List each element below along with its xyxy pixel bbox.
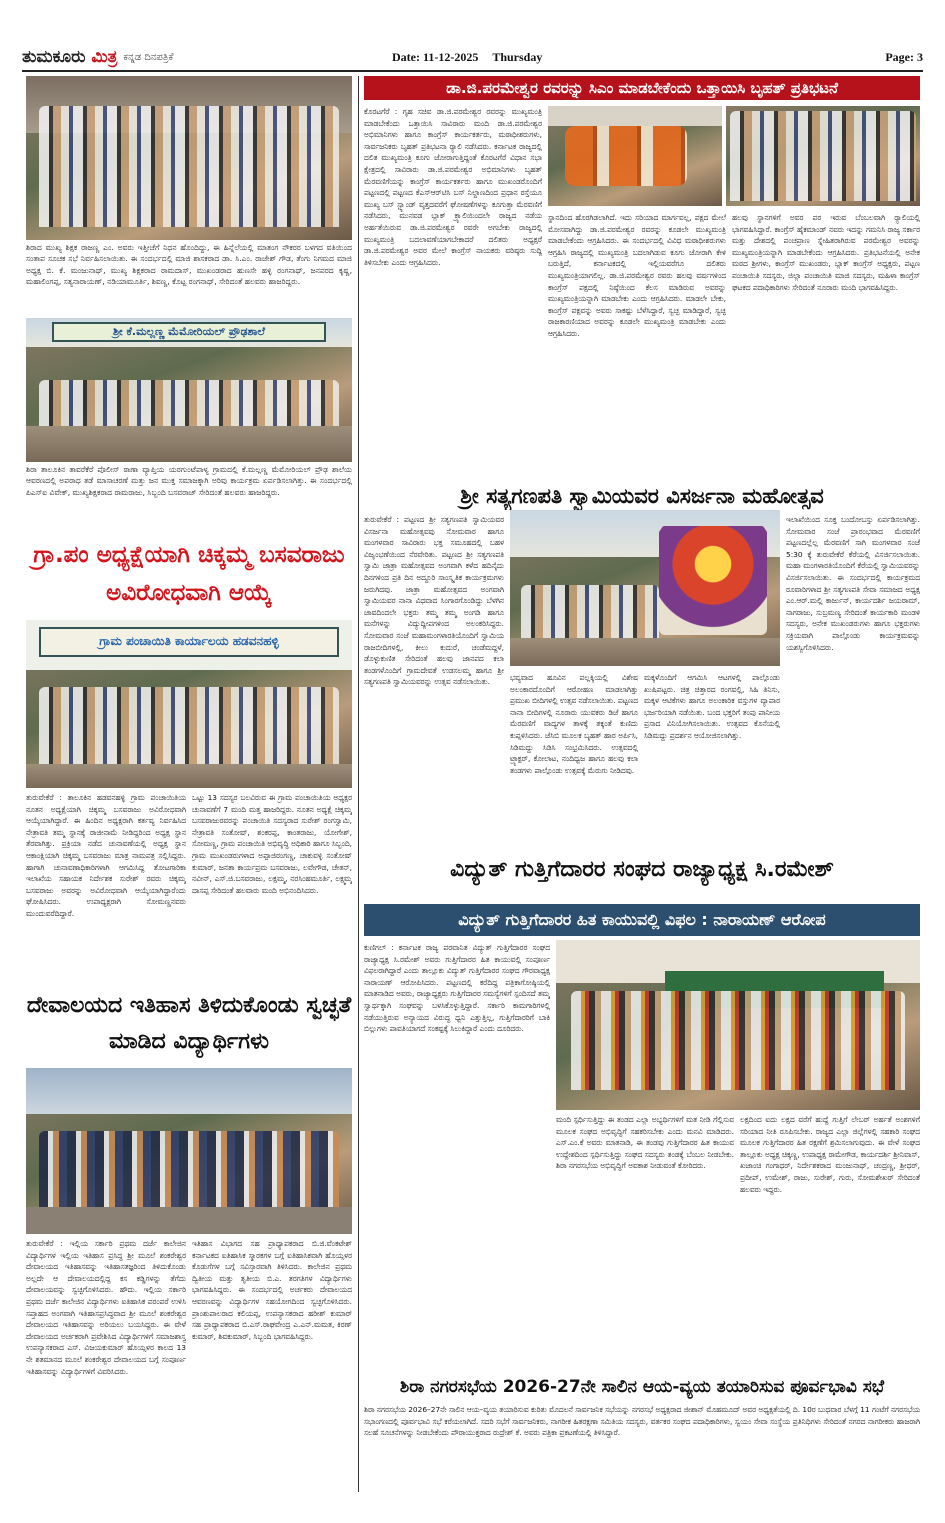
temple-cleaning-headline: ದೇವಾಲಯದ ಇತಿಹಾಸ ತಿಳಿದುಕೊಂಡು ಸ್ವಚ್ಛತೆ ಮಾಡಿದ ವಿದ್ಯಾರ್ಥಿಗಳು: [26, 993, 352, 1054]
electrical-contractors-headline: ವಿದ್ಯುತ್ ಗುತ್ತಿಗೆದಾರರ ಸಂಘದ ರಾಜ್ಯಾಧ್ಯಕ್ಷ ಸಿ.ರಮೇಶ್: [450, 857, 834, 882]
rally-crowd-photo: [726, 106, 920, 206]
students-temple-photo: [26, 1068, 352, 1234]
cm-protest-headline: ಡಾ.ಜಿ.ಪರಮೇಶ್ವರ ರವರನ್ನು ಸಿಎಂ ಮಾಡಬೇಕೆಂದು ಒತ್ತಾಯಿಸಿ ಬೃಹತ್ ಪ್ರತಿಭಟನೆ: [364, 76, 920, 100]
ganapathi-col4: ಇಲಾಖೆಯಿಂದ ಸೂಕ್ತ ಬಂದೋಬಸ್ತು ಏರ್ಪಡಿಸಲಾಗಿತ್ತು. ಸೋಮವಾರ ಸಂಜೆ ಪ್ರಾರಂಭವಾದ ಮೆರವಣಿಗೆ ಪಟ್ಟಣದಲ್ಲೆಲ್ಲ ಮೆರವಣಿಗೆ ಸಾಗಿ ಮಂಗಳವಾರ ಸಂಜೆ 5:30 ಕ್ಕೆ ತುರುವೇಕೆರೆ ಕೆರೆಯಲ್ಲಿ ವಿಸರ್ಜಿಸಲಾಯಿತು. ಮಹಾ ಮಂಗಳಾರತಿಯೊಂದಿಗೆ ಕೆರೆಯಲ್ಲಿ ಸ್ವಾಮಿಯವರನ್ನು ವಿಸರ್ಜಿಸಲಾಯಿತು. ಈ ಸಂದರ್ಭದಲ್ಲಿ ಕಾರ್ಯಕ್ರಮದ ರೂವಾರಿಗಳಾದ ಶ್ರೀ ಸತ್ಯಗಣಪತಿ ಸೇವಾ ಸಮಾಜದ ಅಧ್ಯಕ್ಷ ಎಂ.ಆರ್.ಮಲ್ಲಿ ಕಾರ್ಜುನ್, ಕಾರ್ಯದರ್ಶಿ ಜಯರಾಮ್, ನಾಗರಾಜು, ಸುಬ್ರಮಣ್ಯ ಸೇರಿದಂತೆ ಕಾರ್ಯಕಾರಿ ಮಂಡಳಿ ಸದಸ್ಯರು, ಅನೇಕ ಮುಖಂಡರುಗಳು ಹಾಗೂ ಭಕ್ತರುಗಳು ಸಕ್ರಿಯವಾಗಿ ಪಾಲ್ಗೊಂಡು ಕಾರ್ಯಕ್ರಮವನ್ನು ಯಶಸ್ವಿಗೊಳಿಸಿದರು.: [786, 515, 920, 652]
gp-president-body-left: ತುರುವೇಕೆರೆ : ತಾಲೂಕಿನ ಹಡವನಹಳ್ಳಿ ಗ್ರಾಮ ಪಂಚಾಯಿತಿಯ ನೂತನ ಅಧ್ಯಕ್ಷೆಯಾಗಿ ಚಿಕ್ಕಮ್ಮ ಬಸವರಾಜು ಅವಿರೋಧವಾಗಿ ಆಯ್ಕೆಯಾಗಿದ್ದಾರೆ. ಈ ಹಿಂದಿನ ಅಧ್ಯಕ್ಷರಾಗಿ ಕರ್ತವ್ಯ ನಿರ್ವಹಿಸಿದ ನೇತ್ರಾವತಿ ತಮ್ಮ ಸ್ಥಾನಕ್ಕೆ ರಾಜೀನಾಮೆ ನೀಡಿದ್ದರಿಂದ ಅಧ್ಯಕ್ಷ ಸ್ಥಾನ ತೆರವಾಗಿತ್ತು. ಪ್ರಕ್ರಿಯಾ ನಡೆದ ಚುನಾವಣೆಯಲ್ಲಿ ಅಧ್ಯಕ್ಷ ಸ್ಥಾನ ಆಕಾಂಕ್ಷಿಯಾಗಿ ಚಿಕ್ಕಮ್ಮ ಬಸವರಾಜು ಮಾತ್ರ ನಾಮಪತ್ರ ಸಲ್ಲಿಸಿದ್ದರು. ಹಾಗಾಗಿ ಚುನಾವಣಾಧಿಕಾರಿಗಳಾಗಿ ಆಗಮಿಸಿದ್ದ ತೋಟಗಾರಿಕಾ ಇಲಾಖೆಯ ಸಹಾಯಕ ನಿರ್ದೇಶಕ ಸುರೇಶ್ ರವರು ಚಿಕ್ಕಮ್ಮ ಬಸವರಾಜು ಅವರನ್ನು ಅವಿರೋಧವಾಗಿ ಆಯ್ಕೆಯಾಗಿದ್ದಾರೆಂದು ಘೋಷಿಸಿದರು. ಉಪಾಧ್ಯಕ್ಷರಾಗಿ ಸೋಮಣ್ಣನವರು ಮುಂದುವರೆದಿದ್ದಾರೆ.: [26, 793, 186, 918]
page-number: Page: 3: [885, 49, 923, 64]
masthead: [22, 44, 923, 72]
column-divider: [358, 76, 359, 1492]
gp-office-photo: [26, 620, 352, 788]
cm-protest-col2: ಸ್ಥಾನದಿಂದ ಹೊರಗಿಡಲಾಗಿದೆ. ಇದು ಸರಿಯಾದ ಮಾರ್ಗವಲ್ಲ, ಪಕ್ಷದ ಮೇಲೆ ಮೋಸವಾಗಿದ್ದು ಡಾ.ಜಿ.ಪರಮೇಶ್ವರ ರವರನ್ನು ಕೂಡಲೇ ಮುಖ್ಯಮಂತ್ರಿ ಮಾಡಬೇಕೆಂದು ಆಗ್ರಹಿಸಿದರು. ಈ ಸಂದರ್ಭದಲ್ಲಿ ವಿವಿಧ ಮಠಾಧೀಶರುಗಳು ಆಗ್ರಹಿಸಿ ರಾಜ್ಯದಲ್ಲಿ ಮುಖ್ಯಮಂತ್ರಿ ಬದಲಾಗಿಡುವ ಕೂಗು ಜೋರಾಗಿ ಕೇಳಿ ಬರುತ್ತಿದೆ, ಕರ್ನಾಟಕದಲ್ಲಿ ಇಲ್ಲಿಯವರೆಗೂ ದಲಿತರು ಮುಖ್ಯಮಂತ್ರಿಯಾಗಲಿಲ್ಲ. ಡಾ.ಜಿ.ಪರಮೇಶ್ವರ ರವರು ಹಲವು ವರ್ಷಗಳಿಂದ ಕಾಂಗ್ರೆಸ್ ಪಕ್ಷದಲ್ಲಿ ನಿಷ್ಠೆಯಿಂದ ಕೆಲಸ ಮಾಡಿರುವ ಅವರನ್ನು ಮುಖ್ಯಮಂತ್ರಿಯನ್ನಾಗಿ ಮಾಡಬೇಕು ಎಂದು ಆಗ್ರಹಿಸಿದರು. ಮಾಡಲೇ ಬೇಕು, ಕಾಂಗ್ರೆಸ್ ಪಕ್ಷವನ್ನು ಅವರು ಸಾಕಷ್ಟು ಬೆಳೆಸಿದ್ದಾರೆ, ಸ್ವಚ್ಛ ಮಾಡಿದ್ದಾರೆ, ಸ್ವಚ್ಛ ರಾಜಕಾರಣಿಯಾದ ಅವರನ್ನು ಕೂಡಲೇ ಮುಖ್ಯಮಂತ್ರಿ ಮಾಡಬೇಕು ಎಂದು ಆಗ್ರಹಿಸಿದರು.: [548, 213, 726, 338]
electrical-contractors-col1: ಕುಣಿಗಲ್ : ಕರ್ನಾಟಕ ರಾಜ್ಯ ಪರವಾನಿತ ವಿದ್ಯುತ್ ಗುತ್ತಿಗೆದಾರರ ಸಂಘದ ರಾಜ್ಯಾಧ್ಯಕ್ಷ ಸಿ.ರಮೇಶ್ ಅವರು ಗುತ್ತಿಗೆದಾರರ ಹಿತ ಕಾಯುವಲ್ಲಿ ಸಂಪೂರ್ಣ ವಿಫಲರಾಗಿದ್ದಾರೆ ಎಂದು ತಾಲ್ಲೂಕು ವಿದ್ಯುತ್ ಗುತ್ತಿಗೆದಾರರ ಸಂಘದ ಗೌರವಾಧ್ಯಕ್ಷ ನಾರಾಯಣ್ ಆರೋಪಿಸಿದರು. ಪಟ್ಟಣದಲ್ಲಿ ಕರೆದಿದ್ದ ಪತ್ರಿಕಾಗೋಷ್ಠಿಯಲ್ಲಿ ಮಾತನಾಡಿದ ಅವರು, ರಾಜ್ಯಾಧ್ಯಕ್ಷರು ಗುತ್ತಿಗೆದಾರರ ಸಮಸ್ಯೆಗಳಿಗೆ ಸ್ಪಂದಿಸದೆ ತಮ್ಮ ಸ್ವಾರ್ಥಕ್ಕಾಗಿ ಸಂಘವನ್ನು ಬಳಸಿಕೊಳ್ಳುತ್ತಿದ್ದಾರೆ. ಸರ್ಕಾರಿ ಕಾಮಗಾರಿಗಳಲ್ಲಿ ನಡೆಯುತ್ತಿರುವ ಅನ್ಯಾಯದ ವಿರುದ್ಧ ಧ್ವನಿ ಎತ್ತುತ್ತಿಲ್ಲ, ಗುತ್ತಿಗೆದಾರರಿಗೆ ಬಾಕಿ ಬಿಲ್ಲುಗಳು ಪಾವತಿಯಾಗದೆ ಸಂಕಷ್ಟಕ್ಕೆ ಸಿಲುಕಿದ್ದಾರೆ ಎಂದು ದೂರಿದರು.: [364, 943, 550, 1034]
electrical-contractors-subhead: ವಿದ್ಯುತ್ ಗುತ್ತಿಗೆದಾರರ ಹಿತ ಕಾಯುವಲ್ಲಿ ವಿಫಲ : ನಾರಾಯಣ್ ಆರೋಪ: [364, 904, 920, 936]
budget-meeting-body: ಶಿರಾ ನಗರಸಭೆಯ 2026–27ನೇ ಸಾಲಿನ ಆಯ–ವ್ಯಯ ತಯಾರಿಸುವ ಕುರಿತು ಮೊದಲನೆ ಸಾರ್ವಜನಿಕ ಸಭೆಯನ್ನು ನಗರಸಭೆ ಅಧ್ಯಕ್ಷರಾದ ಜೀಶಾನ್ ಮೊಹಮೂದ್ ಅವರ ಅಧ್ಯಕ್ಷತೆಯಲ್ಲಿ ದಿ. 10ರ ಬುಧವಾರ ಬೆಳಗ್ಗೆ 11 ಗಂಟೆಗೆ ನಗರಸಭೆಯ ಸಭಾಂಗಣದಲ್ಲಿ ಪೂರ್ವಭಾವಿ ಸಭೆ ಕರೆಯಲಾಗಿದೆ. ಸದರಿ ಸಭೆಗೆ ಸಾರ್ವಜನಿಕರು, ನಾಗರೀಕ ಹಿತರಕ್ಷಣಾ ಸಮಿತಿಯ ಸದಸ್ಯರು, ವರ್ತಕರ ಸಂಘದ ಪದಾಧಿಕಾರಿಗಳು, ಸ್ವಯಂ ಸೇವಾ ಸಂಸ್ಥೆಯ ಪ್ರತಿನಿಧಿಗಳು ಸೇರಿದಂತೆ ನಗರದ ನಾಗರೀಕರು ಹಾಜರಾಗಿ ಸಲಹೆ ಸೂಚನೆಗಳನ್ನು ನೀಡಬೇಕೆಂದು ಪೌರಾಯುಕ್ತರಾದ ರುದ್ರೇಶ್ ಕೆ. ಅವರು ಪತ್ರಿಕಾ ಪ್ರಕಟಣೆಯಲ್ಲಿ ತಿಳಿಸಿದ್ದಾರೆ.: [364, 1405, 920, 1438]
condolence-caption: ಶಿರಾದ ಮುಖ್ಯ ಶಿಕ್ಷಕ ರಾಜಣ್ಣ ಎಂ. ಅವರು ಇತ್ತೀಚೆಗೆ ನಿಧನ ಹೊಂದಿದ್ದು, ಈ ಹಿನ್ನೆಲೆಯಲ್ಲಿ ಮಾತಂಗ ನೌಕರರ ಬಳಗದ ವತಿಯಿಂದ ಸಂತಾಪ ಸೂಚಕ ಸಭೆ ನಿರ್ವಹಿಸಲಾಯಿತು. ಈ ಸಂದರ್ಭದಲ್ಲಿ ಮಾಜಿ ಶಾಸಕರಾದ ಡಾ. ಸಿ.ಎಂ. ರಾಜೇಶ್ ಗೌಡ, ತೆಂಗು ನಿಗಮದ ಮಾಜಿ ಅಧ್ಯಕ್ಷ ಬಿ. ಕೆ. ಮಂಜುನಾಥ್, ಮುಖ್ಯ ಶಿಕ್ಷಕರಾದ ರಾಮದಾಸ್, ಮುಖಂಡರಾದ ಹುಣಸೇ ಹಳ್ಳಿ ರಂಗನಾಥ್, ಜನಪರದ ಕೃಷ್ಣ, ಮಹಾಲಿಂಗಪ್ಪ, ಸತ್ಯನಾರಾಯಣ್, ನಡಿಯಾಮೂರ್ತಿ, ಶಿವಣ್ಣ, ಕೊಟ್ಟ ರಂಗನಾಥ್, ಸೇರಿದಂತೆ ಹಲವರು ಹಾಜರಿದ್ದರು.: [26, 243, 352, 286]
school-awareness-photo: [26, 318, 352, 462]
seers-protest-photo: [548, 106, 722, 206]
weekday: Thursday: [492, 49, 543, 64]
budget-meeting-headline: ಶಿರಾ ನಗರಸಭೆಯ 2026-27ನೇ ಸಾಲಿನ ಆಯ-ವ್ಯಯ ತಯಾರಿಸುವ ಪೂರ್ವಭಾವಿ ಸಭೆ: [399, 1377, 885, 1397]
logo-part-b: ಮಿತ್ರ: [91, 47, 118, 67]
ganapathi-col1: ತುರುವೇಕೆರೆ : ಪಟ್ಟಣದ ಶ್ರೀ ಸತ್ಯಗಣಪತಿ ಸ್ವಾಮಿಯವರ ವಿಸರ್ಜನಾ ಮಹೋತ್ಸವವು ಸೋಮವಾರ ಹಾಗೂ ಮಂಗಳವಾರ ಸಾವಿರಾರು ಭಕ್ತ ಸಮೂಹದಲ್ಲಿ ಬಹಳ ವಿಜೃಂಭಣೆಯಿಂದ ನೆರವೇರಿತು. ಪಟ್ಟಣದ ಶ್ರೀ ಸತ್ಯಗಣಪತಿ ಸ್ವಾಮಿ ಜಾತ್ರಾ ಮಹೋತ್ಸವದ ಅಂಗವಾಗಿ ಕಳೆದ ಹದಿನೈದು ದಿನಗಳಿಂದ ಪ್ರತಿ ದಿನ ಅದ್ದೂರಿ ಸಾಂಸ್ಕೃತಿಕ ಕಾರ್ಯಕ್ರಮಗಳು ಜರುಗಿದವು. ಜಾತ್ರಾ ಮಹೋತ್ಸವದ ಅಂಗವಾಗಿ ಸ್ವಾಮಿಯವರ ನಾನಾ ವಿಧವಾದ ಸಿಂಗಾರಗೊಂಡಿದ್ದು ಬೆಳಗಿನ ಜಾವದಿಂದಲೇ ಭಕ್ತರು ತಮ್ಮ ತಮ್ಮ ಅಂಗಡಿ ಹಾಗೂ ಮನೆಗಳನ್ನು ವಿದ್ಯುದ್ದೀಪಗಳಿಂದ ಅಲಂಕರಿಸಿದ್ದರು. ಸೋಮವಾರ ಸಂಜೆ ಮಹಾಮಂಗಳಾರತಿಯೊಂದಿಗೆ ಸ್ವಾಮಿಯ ರಾಜಬೀದಿಗಳಲ್ಲಿ, ಕೀಲು ಕುದುರೆ, ಚಂಡೆಮದ್ದಳೆ, ಡೊಳ್ಳುಕುಣಿತ ಸೇರಿದಂತೆ ಹಲವು ಜಾನಪದ ಕಲಾ ತಂಡಗಳೊಂದಿಗೆ ಗ್ರಾಮದೇವತೆ ಉಡಸಲಮ್ಮ ಹಾಗೂ ಶ್ರೀ ಸತ್ಯಗಣಪತಿ ಸ್ವಾಮಿಯವರನ್ನು ಉತ್ಸವ ನಡೆಸಲಾಯಿತು.: [364, 515, 504, 687]
electrical-contractors-col3: ಲಕ್ಷದಿಂದ ಐದು ಲಕ್ಷದ ವರೆಗೆ ಹುದ್ದೆ ಗುತ್ತಿಗೆ ಲೇಬರ್ ಅರ್ಹತೆ ಅಂಶಗಳಿಗೆ ಸರಿಯಾದ ನೀತಿ ರೂಪಿಸಬೇಕು. ರಾಜ್ಯದ ಎಲ್ಲಾ ಜಿಲ್ಲೆಗಳಲ್ಲಿ ಸಹಕಾರಿ ಸಂಘದ ಮೂಲಕ ಗುತ್ತಿಗೆದಾರರ ಹಿತ ರಕ್ಷಣೆಗೆ ಶ್ರಮಿಸಲಾಗುವುದು. ಈ ವೇಳೆ ಸಂಘದ ತಾಲ್ಲೂಕು ಅಧ್ಯಕ್ಷ ಚಿಕ್ಕಣ್ಣ, ಉಪಾಧ್ಯಕ್ಷ ರಾಮೇಗೌಡ, ಕಾರ್ಯದರ್ಶಿ ಶ್ರೀನಿವಾಸ್, ಖಜಾಂಚಿ ಗಂಗಾಧರ್, ನಿರ್ದೇಶಕರಾದ ಮಂಜುನಾಥ್, ಚಂದ್ರಣ್ಣ, ಶ್ರೀಧರ್, ಪ್ರದೀಪ್, ಉಮೇಶ್, ರಾಜು, ಸುರೇಶ್, ಗುರು, ಸೋಮಶೇಖರ್ ಸೇರಿದಂತೆ ಹಲವರು ಇದ್ದರು.: [740, 1115, 920, 1194]
ganapathi-headline: ಶ್ರೀ ಸತ್ಯಗಣಪತಿ ಸ್ವಾಮಿಯವರ ವಿಸರ್ಜನಾ ಮಹೋತ್ಸವ: [460, 484, 824, 508]
temple-cleaning-body-left: ತುರುವೇಕೆರೆ : ಇಲ್ಲಿಯ ಸರ್ಕಾರಿ ಪ್ರಥಮ ದರ್ಜೆ ಕಾಲೇಜಿನ ವಿದ್ಯಾರ್ಥಿಗಳ ಇಲ್ಲಿಯ ಇತಿಹಾಸ ಪ್ರಸಿದ್ಧ ಶ್ರೀ ಮೂಲೆ ಶಂಕರೇಶ್ವರ ದೇವಾಲಯದ ಇತಿಹಾಸವನ್ನು ಇತಿಹಾಸತಜ್ಞರಿಂದ ತಿಳಿದುಕೊಂಡು ಅಲ್ಲದೇ ಆ ದೇವಾಲಯದಲ್ಲಿದ್ದ ಕಸ ಕಡ್ಡಿಗಳನ್ನು ತೆಗೆದು ದೇವಾಲಯವನ್ನು ಸ್ವಚ್ಛಗೊಳಿಸಿದರು. ಹೌದು. ಇಲ್ಲಿಯ ಸರ್ಕಾರಿ ಪ್ರಥಮ ದರ್ಜೆ ಕಾಲೇಜಿನ ವಿದ್ಯಾರ್ಥಿಗಳು ಐತಿಹಾಸಿಕ ಪರಂಪರೆ ಉಳಿಸಿ ಸಪ್ತಾಹದ ಅಂಗವಾಗಿ ಇತಿಹಾಸಪ್ರಸಿದ್ಧವಾದ ಶ್ರೀ ಮೂಲೆ ಶಂಕರೇಶ್ವರ ದೇವಾಲಯದ ಇತಿಹಾಸವನ್ನು ಅರಿಯಲು ಬಯಸಿದ್ದರು. ಈ ವೇಳೆ ದೇವಾಲಯದ ಅರ್ಚಕರಾಗಿ ಪ್ರವೇಶಿಸಿದ ವಿದ್ಯಾರ್ಥಿಗಳಿಗೆ ಸಮಾಜಶಾಸ್ತ್ರ ಉಪನ್ಯಾಸಕರಾದ ಎಸ್. ವಿಜಯಕುಮಾರ್ ಹೊಯ್ಸಳರ ಕಾಲದ 13 ನೇ ಶತಮಾನದ ಮೂಲೆ ಶಂಕರೇಶ್ವರ ದೇವಾಲಯದ ಬಗ್ಗೆ ಸಂಪೂರ್ಣ ಇತಿಹಾಸವನ್ನು ವಿದ್ಯಾರ್ಥಿಗಳಿಗೆ ವಿವರಿಸಿದರು.: [26, 1239, 186, 1376]
school-awareness-caption: ಶಿರಾ ತಾಲೂಕಿನ ತಾವರೆಕೆರೆ ಪೊಲೀಸ್ ಠಾಣಾ ವ್ಯಾಪ್ತಿಯ ಯರಗುಂಟೆಪಾಳ್ಯ ಗ್ರಾಮದಲ್ಲಿ ಕೆ.ಮಲ್ಲಣ್ಣ ಮೆಮೋರಿಯಲ್ ಪ್ರೌಢ ಶಾಲೆಯ ಆವರಣದಲ್ಲಿ ಅಪರಾಧ ತಡೆ ಮಾಸಾಚರಣೆ ಮತ್ತು ಜನ ಮುಕ್ತ ಸಮಾಜಕ್ಕಾಗಿ ಅರಿವು ಕಾರ್ಯಕ್ರಮ ಏರ್ಪಡಿಸಲಾಗಿತ್ತು. ಈ ಸಂದರ್ಭದಲ್ಲಿ ಪಿಎಸ್‌ಐ ವಿವೇಕ್, ಮುಖ್ಯಶಿಕ್ಷಕರಾದ ರಾಮರಾಜು, ಸಿಬ್ಬಂದಿ ಬಸವರಾಜ್ ಸೇರಿದಂತೆ ಹಲವರು ಹಾಜರಿದ್ದರು.: [26, 465, 352, 497]
gp-president-headline: ಗ್ರಾ.ಪಂ ಅಧ್ಯಕ್ಷೆಯಾಗಿ ಚಿಕ್ಕಮ್ಮ ಬಸವರಾಜು ಅವಿರೋಧವಾಗಿ ಆಯ್ಕೆ: [33, 542, 345, 606]
electrical-contractors-col2: ಮಂದಿ ಸ್ಪರ್ಧಿಸುತ್ತಿದ್ದು ಈ ತಂಡದ ಎಲ್ಲಾ ಅಭ್ಯರ್ಥಿಗಳಿಗೆ ಮತ ನೀಡಿ ಗೆಲ್ಲಿಸುವ ಮೂಲಕ ಸಂಘದ ಅಭಿವೃದ್ಧಿಗೆ ಸಹಕರಿಸಬೇಕು ಎಂದು ಮನವಿ ಮಾಡಿದರು. ಎಸ್.ಎಂ.ಕೆ ಅವರು ಮಾತನಾಡಿ, ಈ ತಂಡವು ಗುತ್ತಿಗೆದಾರರ ಹಿತ ಕಾಯುವ ಉದ್ದೇಶದಿಂದ ಸ್ಪರ್ಧಿಸುತ್ತಿದ್ದು ಸಂಘದ ಸದಸ್ಯರು ತಂಡಕ್ಕೆ ಬೆಂಬಲ ನೀಡಬೇಕು. ಶಿರಾ ನಗರಸಭೆಯ ಅಭಿವೃದ್ಧಿಗೆ ಅವಕಾಶ ನೀಡುವಂತೆ ಕೋರಿದರು.: [556, 1115, 734, 1171]
ganapathi-col2: ಭವ್ಯವಾದ ಹೂವಿನ ಪಲ್ಲಕ್ಕಿಯಲ್ಲಿ ವಿಶೇಷ ಅಲಂಕಾರದೊಂದಿಗೆ ಆರೋಹಣ ಮಾಡಲಾಗಿತ್ತು ಪ್ರಮುಖ ಬೀದಿಗಳಲ್ಲಿ ಉತ್ಸವ ನಡೆಸಲಾಯಿತು. ಪಟ್ಟಣದ ನಾನಾ ಬೀದಿಗಳಲ್ಲಿ ನೂರಾರು ಯುವಕರು ಡಿಜೆ ಹಾಗೂ ಮೆರವಣಿಗೆ ವಾದ್ಯಗಳ ತಾಳಕ್ಕೆ ತಕ್ಕಂತೆ ಕುಣಿದು ಕುಪ್ಪಳಿಸಿದರು. ಜೆಸಿಬಿ ಮೂಲಕ ಬೃಹತ್ ಹಾರ ಅರ್ಪಿಸಿ, ಸಿಡಿಮದ್ದು ಸಿಡಿಸಿ ಸಂಭ್ರಮಿಸಿದರು. ಉತ್ಸವದಲ್ಲಿ ಟ್ರ್ಯಾಕ್ಟರ್, ಕೋಲಾಟ, ನಂದಿಧ್ವಜ ಹಾಗೂ ಹಲವು ಕಲಾ ತಂಡಗಳು ಪಾಲ್ಗೊಂಡು ಉತ್ಸವಕ್ಕೆ ಮೆರುಗು ನೀಡಿದವು.: [510, 673, 638, 775]
school-signboard: ಶ್ರೀ ಕೆ.ಮಲ್ಲಣ್ಣ ಮೆಮೋರಿಯಲ್ ಪ್ರೌಢಶಾಲೆ: [52, 322, 326, 342]
gp-office-signboard: ಗ್ರಾಮ ಪಂಚಾಯಿತಿ ಕಾರ್ಯಾಲಯ ಹಡವನಹಳ್ಳಿ: [39, 627, 339, 657]
contractors-meeting-photo: [556, 940, 920, 1110]
date-text: Date: 11-12-2025: [392, 49, 479, 64]
temple-cleaning-body-right: ಇತಿಹಾಸ ವಿಭಾಗದ ಸಹ ಪ್ರಾಧ್ಯಾಪಕರಾದ ಬಿ.ಜಿ.ವೆಂಕಟೇಶ್ ಕರ್ನಾಟಕದ ಐತಿಹಾಸಿಕ ಸ್ಮಾರಕಗಳ ಬಗ್ಗೆ ಐತಿಹಾಸಿಕವಾಗಿ ಹೊಯ್ಸಳರ ಕೊಡುಗೆಗಳ ಬಗ್ಗೆ ಸವಿಸ್ತಾರವಾಗಿ ತಿಳಿಸಿದರು. ಕಾಲೇಜಿನ ಪ್ರಥಮ ದ್ವಿತೀಯ ಮತ್ತು ತೃತೀಯ ಬಿ.ಎ. ತರಗತಿಗಳ ವಿದ್ಯಾರ್ಥಿಗಳು ಭಾಗವಹಿಸಿದ್ದರು. ಈ ಸಂದರ್ಭದಲ್ಲಿ ಅರ್ಚಕರು ದೇವಾಲಯದ ಆವರಣವನ್ನು ವಿದ್ಯಾರ್ಥಿಗಳ ಸಹಯೋಗದಿಂದ ಸ್ವಚ್ಛಗೊಳಿಸಿದರು. ಪ್ರಾಂಶುಪಾಲರಾದ ಕಲಿಯಪ್ಪ, ಉಪನ್ಯಾಸಕರಾದ ಹರೀಶ್ ಕುಮಾರ್ ಸಹ ಪ್ರಾಧ್ಯಾಪಕರಾದ ಬಿ.ಎಸ್.ರಾಘವೇಂದ್ರ ಎ.ಎನ್.ಮಮತ, ಕಿರಣ್ ಕುಮಾರ್, ಶಿವಕುಮಾರ್, ಸಿಬ್ಬಂದಿ ಭಾಗವಹಿಸಿದ್ದರು.: [192, 1239, 352, 1341]
newspaper-logo: [22, 47, 117, 67]
logo-part-a: ತುಮಕೂರು: [22, 47, 86, 67]
ganapathi-procession-photo: [510, 510, 780, 666]
gp-president-body-right: ಒಟ್ಟು 13 ಸದಸ್ಯರ ಬಲವಿರುವ ಈ ಗ್ರಾಮ ಪಂಚಾಯಿತಿಯ ಅಧ್ಯಕ್ಷರ ಚುನಾವಣೆಗೆ 7 ಮಂದಿ ಮತ್ತ ಹಾಜರಿದ್ದರು. ನೂತನ ಅಧ್ಯಕ್ಷೆ ಚಿಕ್ಕಮ್ಮ ಬಸವರಾಜುರವರನ್ನು ಪಂಚಾಯಿತಿ ಸದಸ್ಯರಾದ ಸುರೇಶ್ ರಂಗಸ್ವಾಮಿ, ನೇತ್ರಾವತಿ ಸಂತೋಷ್, ಶಂಕರಪ್ಪ, ಕಾಂತರಾಜು, ಯೋಗೇಶ್, ಸೋಮಣ್ಣ, ಗ್ರಾಮ ಪಂಚಾಯಿತಿ ಅಭಿವೃದ್ಧಿ ಅಧಿಕಾರಿ ಹಾಗೂ ಸಿಬ್ಬಂದಿ, ಗ್ರಾಮ ಮುಖಂಡರುಗಳಾದ ಅಪ್ಪಾಜಿರಂಗಣ್ಣ, ಚಾಕುವಳ್ಳಿ ಸಂತೋಷ್ ಕುಮಾರ್, ಜನತಾ ಕಾರ್ಯಪ್ರಮ ಬಸವರಾಜು, ಲವೇಗೌಡ, ಚೇತನ್, ನವೀನ್, ಎಸ್.ಜಿ.ಬಸವರಾಜು, ಲಕ್ಷಮ್ಮ, ನರಸಿಂಹಮೂರ್ತಿ, ಲಕ್ಷ್ಮಮ್ಮ ದಾಸಪ್ಪ ಸೇರಿದಂತೆ ಹಲವಾರು ಮಂದಿ ಅಭಿನಂದಿಸಿದರು.: [192, 793, 352, 895]
ganapathi-col3: ಮಕ್ಕಳೊಂದಿಗೆ ಆಗಮಿಸಿ ಆಟಗಳಲ್ಲಿ ಪಾಲ್ಗೊಂಡು ಖುಷಿಪಟ್ಟರು. ಚಿತ್ರ ಚಿತ್ತಾರದ ರಂಗವಲ್ಲಿ, ಸಿಹಿ ತಿನಿಸು, ಮಕ್ಕಳ ಆಟಿಕೆಗಳು ಹಾಗೂ ಅಲಂಕಾರಿಕ ವಸ್ತುಗಳ ವ್ಯಾಪಾರ ಭರ್ಜರಿಯಾಗಿ ನಡೆಯಿತು. ಬಂದ ಭಕ್ತರಿಗೆ ತಂಪು ಪಾನೀಯ ಪ್ರಸಾದ ವಿನಿಯೋಗಿಸಲಾಯಿತು. ಉತ್ಸವದ ಕೊನೆಯಲ್ಲಿ ಸಿಡಿಮದ್ದು ಪ್ರದರ್ಶನ ಆಯೋಜಿಸಲಾಗಿತ್ತು.: [644, 673, 780, 740]
newspaper-subtitle: ಕನ್ನಡ ದಿನಪತ್ರಿಕೆ: [123, 51, 174, 63]
condolence-photo: [26, 76, 352, 240]
issue-date: [392, 50, 542, 65]
cm-protest-col3: ಹಲವು ಸ್ಥಾನಗಳಿಗೆ ಅವರ ಪರ ಇರುವ ಬೆಂಬಲವಾಗಿ ರ್‍ಯಾಲಿಯಲ್ಲಿ ಭಾಗವಹಿಸಿದ್ದಾರೆ. ಕಾಂಗ್ರೆಸ್ ಹೈಕಮಾಂಡ್ ನವರು ಇದನ್ನು ಗಮನಿಸಿ ರಾಜ್ಯ ಸರ್ಕಾರ ಮತ್ತು ದೇಶದಲ್ಲಿ ಪಂಚಪ್ರಾಣ ಸ್ನೇಹಿತರಾಗಿರುವ ಪರಮೇಶ್ವರ ಅವರನ್ನು ಮುಖ್ಯಮಂತ್ರಿಯನ್ನಾಗಿ ಮಾಡಬೇಕೆಂದು ಆಗ್ರಹಿಸಿದರು. ಪ್ರತಿಭಟನೆಯಲ್ಲಿ ಅನೇಕ ಮಠದ ಶ್ರೀಗಳು, ಕಾಂಗ್ರೆಸ್ ಮುಖಂಡರು, ಬ್ಲಾಕ್ ಕಾಂಗ್ರೆಸ್ ಅಧ್ಯಕ್ಷರು, ಪಟ್ಟಣ ಪಂಚಾಯಿತಿ ಸದಸ್ಯರು, ಜಿಲ್ಲಾ ಪಂಚಾಯಿತಿ ಮಾಜಿ ಸದಸ್ಯರು, ಮಹಿಳಾ ಕಾಂಗ್ರೆಸ್ ಘಟಕದ ಪದಾಧಿಕಾರಿಗಳು ಸೇರಿದಂತೆ ನೂರಾರು ಮಂದಿ ಭಾಗವಹಿಸಿದ್ದರು.: [732, 213, 920, 292]
cm-protest-col1: ಕೊರಟಗೆರೆ : ಗೃಹ ಸಚಿವ ಡಾ.ಜಿ.ಪರಮೇಶ್ವರ ರವರನ್ನು ಮುಖ್ಯಮಂತ್ರಿ ಮಾಡಬೇಕೆಂದು ಒತ್ತಾಯಿಸಿ ಸಾವಿರಾರು ಮಂದಿ ಡಾ.ಜಿ.ಪರಮೇಶ್ವರ ಅಭಿಮಾನಿಗಳು ಹಾಗೂ ಕಾಂಗ್ರೆಸ್ ಕಾರ್ಯಕರ್ತರು, ಮಠಾಧೀಶರುಗಳು, ಸಾರ್ವಜನಿಕರು ಬೃಹತ್ ಪ್ರತಿಭಟನಾ ರ್‍ಯಾಲಿ ನಡೆಸಿದರು. ಕರ್ನಾಟಕ ರಾಜ್ಯದಲ್ಲಿ ದಲಿತ ಮುಖ್ಯಮಂತ್ರಿ ಕೂಗು ಜೋರಾಗುತ್ತಿದ್ದಂತೆ ಕೊರಟಗೆರೆ ವಿಧಾನ ಸಭಾ ಕ್ಷೇತ್ರದಲ್ಲಿ ಸಾವಿರಾರು ಡಾ.ಜಿ.ಪರಮೇಶ್ವರ ಅಭಿಮಾನಿಗಳು ಬೃಹತ್ ಮೆರವಣಿಗೆಯನ್ನು ಕಾಂಗ್ರೆಸ್ ಕಾರ್ಯಕರ್ತರು ಹಾಗೂ ಮುಖಂಡರೊಂದಿಗೆ ಪಟ್ಟಣದಲ್ಲಿ ಪಟ್ಟಣದ ಕೆಎಸ್‌ಆರ್‌ಟಿಸಿ ಬಸ್ ನಿಲ್ದಾಣದಿಂದ ಪ್ರಧಾನ ರಸ್ತೆಯೂ ಮುಖ್ಯ ಬಸ್ ಸ್ಟ್ಯಾಂಡ್ ವೃತ್ತದವರೆಗೆ ಘೋಷಣೆಗಳನ್ನು ಕೂಗುತ್ತಾ ಮೆರವಣಿಗೆ ನಡೆಸಿದರು, ಮುನವಡ ಬ್ಲಾಕ್ ಕ್ರ್ಯಾಲಿಯಿಂದಲೇ ರಾಜ್ಯದ ನಡೆಯ ಅರ್ಹತೆಯಿರುವ ಡಾ.ಜಿ.ಪರಮೇಶ್ವರ ರವರೇ ಅಗಬೇಕು ರಾಜ್ಯದಲ್ಲಿ ಮುಖ್ಯಮಂತ್ರಿ ಬದಲಾವಣೆಯಾಗಬೇಕಾದರೆ ದಲಿತರು ಅಧ್ಯಕ್ಷರೆ ಡಾ.ಜಿ.ಪರಮೇಶ್ವರ ಅವರ ಮೇಲೆ ಕಾಂಗ್ರೆಸ್ ನಾಯಕರು ವರಿಷ್ಠರು ಸುದ್ದಿ ತಿಳಿಸಬೇಕು ಎಂದು ಆಗ್ರಹಿಸಿದರು.: [364, 107, 542, 267]
